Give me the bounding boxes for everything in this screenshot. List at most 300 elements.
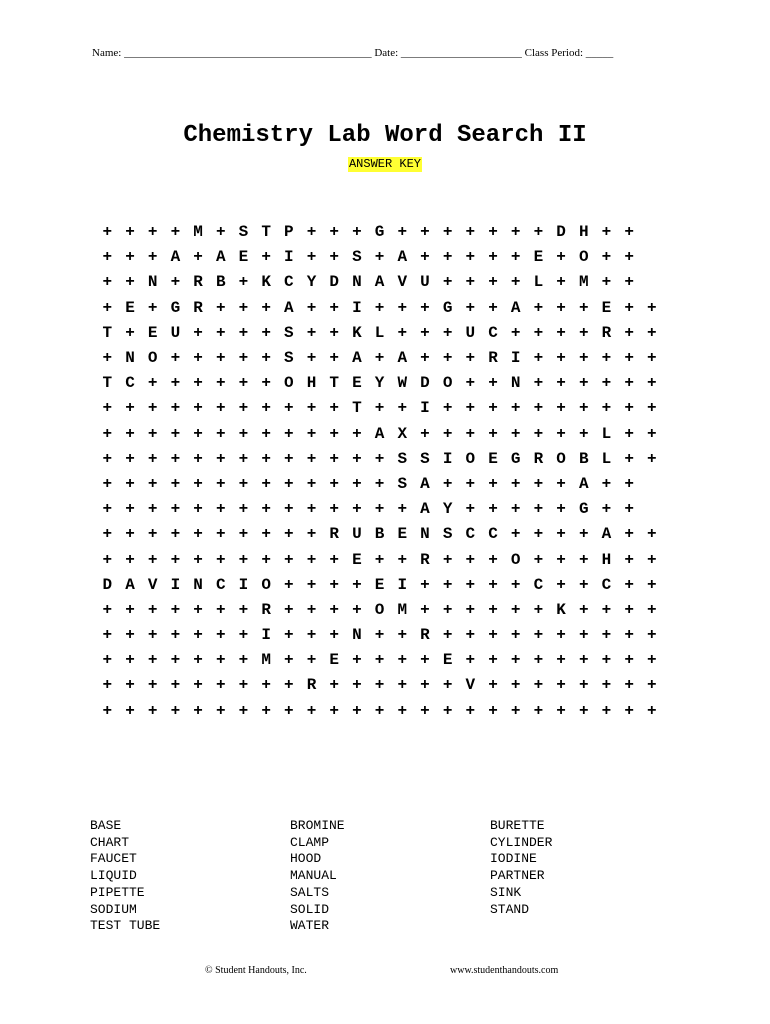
grid-cell: + xyxy=(147,374,158,393)
grid-cell: + xyxy=(556,525,566,544)
grid-cell: + xyxy=(556,374,566,393)
grid-cell: + xyxy=(170,399,181,418)
grid-cell: + xyxy=(510,273,521,292)
grid-cell: + xyxy=(624,424,634,443)
word-list xyxy=(90,818,690,935)
grid-cell: + xyxy=(147,676,158,695)
grid-cell: + xyxy=(397,626,408,645)
grid-cell: + xyxy=(624,474,634,493)
grid-cell: + xyxy=(193,449,203,468)
grid-cell: + xyxy=(215,626,226,645)
grid-cell: K xyxy=(261,273,271,292)
grid-cell: + xyxy=(488,651,498,670)
grid-cell: + xyxy=(170,424,181,443)
grid-cell: P xyxy=(284,223,294,242)
grid-cell: + xyxy=(329,701,340,720)
grid-cell: + xyxy=(442,600,453,619)
grid-cell: + xyxy=(578,550,589,569)
grid-cell: + xyxy=(215,424,226,443)
grid-cell: + xyxy=(284,575,294,594)
grid-cell: + xyxy=(510,399,521,418)
grid-cell: + xyxy=(510,676,521,695)
grid-cell: A xyxy=(420,500,430,519)
grid-cell: R xyxy=(420,626,430,645)
grid-cell: + xyxy=(442,550,453,569)
grid-cell: C xyxy=(465,525,476,544)
grid-cell: H xyxy=(578,223,589,242)
grid-cell: L xyxy=(601,449,612,468)
grid-cell: + xyxy=(329,676,340,695)
grid-cell: + xyxy=(374,298,385,317)
grid-cell: + xyxy=(193,248,203,267)
grid-cell: + xyxy=(465,651,476,670)
grid-cell: R xyxy=(193,298,203,317)
grid-cell: + xyxy=(193,701,203,720)
grid-cell: + xyxy=(125,449,135,468)
grid-cell: + xyxy=(533,600,544,619)
grid-cell: + xyxy=(374,349,385,368)
grid-cell: + xyxy=(465,248,476,267)
grid-cell: + xyxy=(238,651,249,670)
grid-cell: + xyxy=(284,399,294,418)
grid-cell: + xyxy=(261,374,271,393)
grid-cell: A xyxy=(125,575,135,594)
grid-cell: + xyxy=(238,374,249,393)
grid-row xyxy=(96,371,666,396)
grid-cell: N xyxy=(420,525,430,544)
grid-cell: + xyxy=(624,651,634,670)
grid-cell: + xyxy=(284,701,294,720)
grid-cell: E xyxy=(601,298,612,317)
name-date-period-line: Name: _____________________________________________ Date: ______________________ Class Period: _____ xyxy=(92,47,614,59)
word-list-item: BURETTE xyxy=(490,818,545,833)
grid-cell: I xyxy=(261,626,271,645)
grid-cell: O xyxy=(442,374,453,393)
grid-cell: + xyxy=(488,600,498,619)
grid-cell: + xyxy=(329,449,340,468)
grid-cell: + xyxy=(238,701,249,720)
grid-cell: + xyxy=(329,474,340,493)
grid-cell: + xyxy=(374,449,385,468)
word-search-grid xyxy=(96,220,666,724)
grid-cell: + xyxy=(306,474,317,493)
grid-cell: I xyxy=(510,349,521,368)
grid-cell: R xyxy=(329,525,340,544)
grid-cell: + xyxy=(215,349,226,368)
grid-cell: + xyxy=(647,424,657,443)
grid-cell: + xyxy=(647,323,657,342)
grid-cell: + xyxy=(624,500,634,519)
grid-cell: + xyxy=(556,701,566,720)
grid-cell: K xyxy=(556,600,566,619)
grid-cell: + xyxy=(352,651,362,670)
grid-cell: C xyxy=(284,273,294,292)
grid-cell: + xyxy=(442,626,453,645)
grid-cell: + xyxy=(624,676,634,695)
grid-cell: E xyxy=(488,449,498,468)
grid-cell: + xyxy=(170,223,181,242)
grid-cell: O xyxy=(261,575,271,594)
grid-cell: + xyxy=(261,474,271,493)
grid-cell: + xyxy=(170,500,181,519)
grid-cell: N xyxy=(147,273,158,292)
grid-cell: A xyxy=(510,298,521,317)
grid-cell: + xyxy=(238,273,249,292)
grid-cell: + xyxy=(624,349,634,368)
grid-cell: C xyxy=(488,323,498,342)
grid-cell: A xyxy=(397,248,408,267)
grid-cell: + xyxy=(465,500,476,519)
grid-cell: + xyxy=(238,424,249,443)
grid-cell: + xyxy=(556,474,566,493)
grid-cell: + xyxy=(374,248,385,267)
grid-cell: + xyxy=(510,575,521,594)
grid-cell: + xyxy=(284,550,294,569)
grid-cell: + xyxy=(306,449,317,468)
grid-cell: + xyxy=(284,676,294,695)
grid-cell: + xyxy=(624,223,634,242)
grid-row xyxy=(96,220,666,245)
grid-cell: O xyxy=(556,449,566,468)
grid-cell: I xyxy=(397,575,408,594)
grid-cell: + xyxy=(510,626,521,645)
word-list-item: SINK xyxy=(490,884,522,900)
grid-cell: + xyxy=(329,349,340,368)
grid-cell: + xyxy=(238,474,249,493)
word-list-item: MANUAL xyxy=(290,868,337,884)
grid-cell: + xyxy=(488,550,498,569)
grid-cell: + xyxy=(193,651,203,670)
grid-cell: + xyxy=(465,223,476,242)
grid-cell: + xyxy=(624,575,634,594)
word-list-item: HOOD xyxy=(290,851,322,867)
grid-cell: + xyxy=(215,500,226,519)
grid-cell: + xyxy=(488,424,498,443)
grid-cell: + xyxy=(624,600,634,619)
grid-cell: + xyxy=(556,500,566,519)
grid-cell: + xyxy=(193,626,203,645)
word-list-item: LIQUID xyxy=(90,868,137,884)
grid-cell: + xyxy=(102,600,113,619)
grid-cell: + xyxy=(556,248,566,267)
grid-cell: + xyxy=(510,424,521,443)
grid-cell: + xyxy=(420,298,430,317)
grid-cell: M xyxy=(578,273,589,292)
grid-cell: A xyxy=(397,349,408,368)
grid-cell: + xyxy=(442,474,453,493)
grid-cell: + xyxy=(193,600,203,619)
grid-cell: A xyxy=(215,248,226,267)
grid-cell: + xyxy=(147,701,158,720)
grid-cell: Y xyxy=(442,500,453,519)
grid-cell: + xyxy=(102,474,113,493)
grid-cell: + xyxy=(647,676,657,695)
grid-cell: + xyxy=(442,399,453,418)
grid-cell: L xyxy=(533,273,544,292)
grid-cell: + xyxy=(578,651,589,670)
grid-cell: + xyxy=(442,248,453,267)
grid-cell: + xyxy=(601,374,612,393)
grid-cell: + xyxy=(510,600,521,619)
grid-cell: M xyxy=(193,223,203,242)
grid-cell: + xyxy=(533,374,544,393)
grid-cell: D xyxy=(420,374,430,393)
word-column xyxy=(490,818,690,935)
grid-cell: + xyxy=(193,399,203,418)
grid-cell: + xyxy=(352,474,362,493)
grid-cell: + xyxy=(647,701,657,720)
grid-cell: + xyxy=(420,424,430,443)
grid-cell: + xyxy=(533,676,544,695)
grid-cell: + xyxy=(170,374,181,393)
grid-cell: + xyxy=(352,500,362,519)
word-list-item: TEST TUBE xyxy=(90,918,161,934)
word-list-item: SOLID xyxy=(290,901,330,917)
grid-cell: + xyxy=(556,550,566,569)
grid-cell: + xyxy=(170,349,181,368)
word-list-item: PIPETTE xyxy=(90,884,145,900)
grid-row xyxy=(96,623,666,648)
grid-cell: X xyxy=(397,424,408,443)
grid-cell: + xyxy=(215,374,226,393)
grid-cell: + xyxy=(329,399,340,418)
grid-cell: + xyxy=(533,701,544,720)
grid-cell: + xyxy=(533,651,544,670)
grid-cell: + xyxy=(442,223,453,242)
grid-cell: + xyxy=(261,701,271,720)
grid-cell: + xyxy=(238,349,249,368)
grid-cell: N xyxy=(352,273,362,292)
grid-row xyxy=(96,547,666,572)
grid-cell: + xyxy=(488,374,498,393)
grid-cell: + xyxy=(442,323,453,342)
grid-cell: + xyxy=(306,575,317,594)
grid-cell: U xyxy=(465,323,476,342)
grid-cell: + xyxy=(170,676,181,695)
grid-cell: + xyxy=(601,399,612,418)
grid-cell: S xyxy=(238,223,249,242)
grid-cell: + xyxy=(397,323,408,342)
grid-cell: + xyxy=(261,424,271,443)
grid-cell: + xyxy=(488,223,498,242)
grid-row xyxy=(96,396,666,421)
footer-website: www.studenthandouts.com xyxy=(450,965,559,976)
grid-cell: + xyxy=(533,424,544,443)
grid-cell: + xyxy=(488,273,498,292)
grid-cell: + xyxy=(647,298,657,317)
grid-cell: + xyxy=(125,701,135,720)
grid-cell: + xyxy=(215,298,226,317)
grid-cell: + xyxy=(601,349,612,368)
grid-cell: + xyxy=(397,701,408,720)
grid-cell: + xyxy=(215,701,226,720)
grid-cell: + xyxy=(397,550,408,569)
grid-cell: + xyxy=(624,449,634,468)
grid-cell: + xyxy=(556,626,566,645)
grid-cell: + xyxy=(238,323,249,342)
grid-row xyxy=(96,346,666,371)
grid-cell: + xyxy=(352,223,362,242)
grid-cell: + xyxy=(624,323,634,342)
grid-cell: + xyxy=(306,223,317,242)
grid-cell: + xyxy=(261,500,271,519)
grid-cell: M xyxy=(261,651,271,670)
grid-cell: + xyxy=(556,349,566,368)
grid-cell: + xyxy=(125,676,135,695)
grid-cell: + xyxy=(329,424,340,443)
grid-cell: G xyxy=(578,500,589,519)
grid-cell: + xyxy=(488,575,498,594)
grid-cell: + xyxy=(420,701,430,720)
grid-cell: + xyxy=(284,500,294,519)
grid-cell: + xyxy=(193,424,203,443)
grid-cell: + xyxy=(170,474,181,493)
grid-cell: + xyxy=(442,349,453,368)
grid-cell: + xyxy=(533,550,544,569)
grid-cell: + xyxy=(374,626,385,645)
grid-cell: T xyxy=(352,399,362,418)
grid-cell: D xyxy=(329,273,340,292)
grid-cell: O xyxy=(374,600,385,619)
grid-cell: + xyxy=(533,323,544,342)
grid-cell: I xyxy=(238,575,249,594)
grid-cell: + xyxy=(147,298,158,317)
grid-cell: + xyxy=(306,550,317,569)
grid-cell: + xyxy=(556,575,566,594)
grid-cell: + xyxy=(420,575,430,594)
grid-cell: + xyxy=(533,525,544,544)
grid-cell: + xyxy=(147,525,158,544)
grid-cell: + xyxy=(465,626,476,645)
grid-cell: + xyxy=(397,651,408,670)
grid-row xyxy=(96,296,666,321)
grid-cell: + xyxy=(284,626,294,645)
word-list-item: SODIUM xyxy=(90,901,137,917)
grid-cell: + xyxy=(556,273,566,292)
grid-cell: + xyxy=(420,248,430,267)
grid-cell: + xyxy=(420,223,430,242)
word-list-item: CHART xyxy=(90,834,130,850)
grid-cell: + xyxy=(556,323,566,342)
grid-cell: B xyxy=(215,273,226,292)
grid-cell: + xyxy=(261,298,271,317)
grid-cell: + xyxy=(193,525,203,544)
grid-cell: + xyxy=(306,651,317,670)
grid-row xyxy=(96,497,666,522)
grid-cell: + xyxy=(238,449,249,468)
grid-cell: + xyxy=(125,474,135,493)
grid-cell: + xyxy=(533,500,544,519)
grid-cell: + xyxy=(238,525,249,544)
grid-cell: + xyxy=(102,626,113,645)
grid-cell: G xyxy=(170,298,181,317)
grid-cell: C xyxy=(533,575,544,594)
grid-cell: E xyxy=(533,248,544,267)
grid-cell: + xyxy=(647,525,657,544)
grid-cell: V xyxy=(147,575,158,594)
grid-cell: + xyxy=(374,500,385,519)
grid-cell: + xyxy=(329,600,340,619)
grid-cell: A xyxy=(284,298,294,317)
grid-cell: + xyxy=(102,424,113,443)
grid-cell: H xyxy=(601,550,612,569)
grid-cell: + xyxy=(374,474,385,493)
grid-cell: + xyxy=(352,424,362,443)
grid-cell: G xyxy=(510,449,521,468)
grid-cell: + xyxy=(465,424,476,443)
grid-cell: + xyxy=(420,600,430,619)
grid-cell: + xyxy=(488,399,498,418)
grid-cell: + xyxy=(601,248,612,267)
grid-cell: + xyxy=(420,651,430,670)
grid-cell: Y xyxy=(306,273,317,292)
grid-cell: + xyxy=(624,399,634,418)
grid-cell: R xyxy=(420,550,430,569)
grid-cell: + xyxy=(125,273,135,292)
grid-cell: + xyxy=(125,651,135,670)
grid-cell: M xyxy=(397,600,408,619)
grid-cell: + xyxy=(510,701,521,720)
grid-cell: + xyxy=(306,525,317,544)
grid-cell: + xyxy=(510,500,521,519)
grid-cell: + xyxy=(102,298,113,317)
grid-cell: + xyxy=(284,600,294,619)
grid-cell: E xyxy=(238,248,249,267)
grid-row xyxy=(96,699,666,724)
word-list-item: BASE xyxy=(90,818,122,833)
page-title: Chemistry Lab Word Search II xyxy=(183,122,587,149)
grid-cell: + xyxy=(329,323,340,342)
grid-cell: L xyxy=(374,323,385,342)
grid-cell: + xyxy=(125,626,135,645)
grid-cell: + xyxy=(147,248,158,267)
grid-cell: U xyxy=(352,525,362,544)
grid-cell: + xyxy=(465,399,476,418)
grid-cell: + xyxy=(193,349,203,368)
grid-cell: K xyxy=(352,323,362,342)
grid-cell: + xyxy=(170,525,181,544)
grid-cell: A xyxy=(578,474,589,493)
grid-cell: V xyxy=(397,273,408,292)
grid-cell: + xyxy=(102,273,113,292)
grid-cell: + xyxy=(329,575,340,594)
grid-cell: + xyxy=(442,273,453,292)
grid-cell: + xyxy=(261,248,271,267)
grid-cell: + xyxy=(125,399,135,418)
grid-cell: + xyxy=(193,474,203,493)
grid-cell: + xyxy=(465,701,476,720)
grid-cell: + xyxy=(306,500,317,519)
grid-cell: T xyxy=(102,374,113,393)
grid-cell: I xyxy=(284,248,294,267)
word-list-item: IODINE xyxy=(490,851,537,867)
grid-cell: + xyxy=(238,500,249,519)
grid-cell: + xyxy=(647,575,657,594)
grid-cell: W xyxy=(397,374,408,393)
grid-cell: + xyxy=(647,449,657,468)
grid-cell: + xyxy=(147,474,158,493)
grid-cell: + xyxy=(238,298,249,317)
grid-cell: + xyxy=(578,298,589,317)
grid-cell: A xyxy=(170,248,181,267)
grid-cell: + xyxy=(102,651,113,670)
grid-cell: + xyxy=(374,651,385,670)
grid-cell: N xyxy=(352,626,362,645)
grid-cell: + xyxy=(601,626,612,645)
grid-cell: D xyxy=(102,575,113,594)
grid-cell: + xyxy=(442,575,453,594)
grid-row xyxy=(96,270,666,295)
